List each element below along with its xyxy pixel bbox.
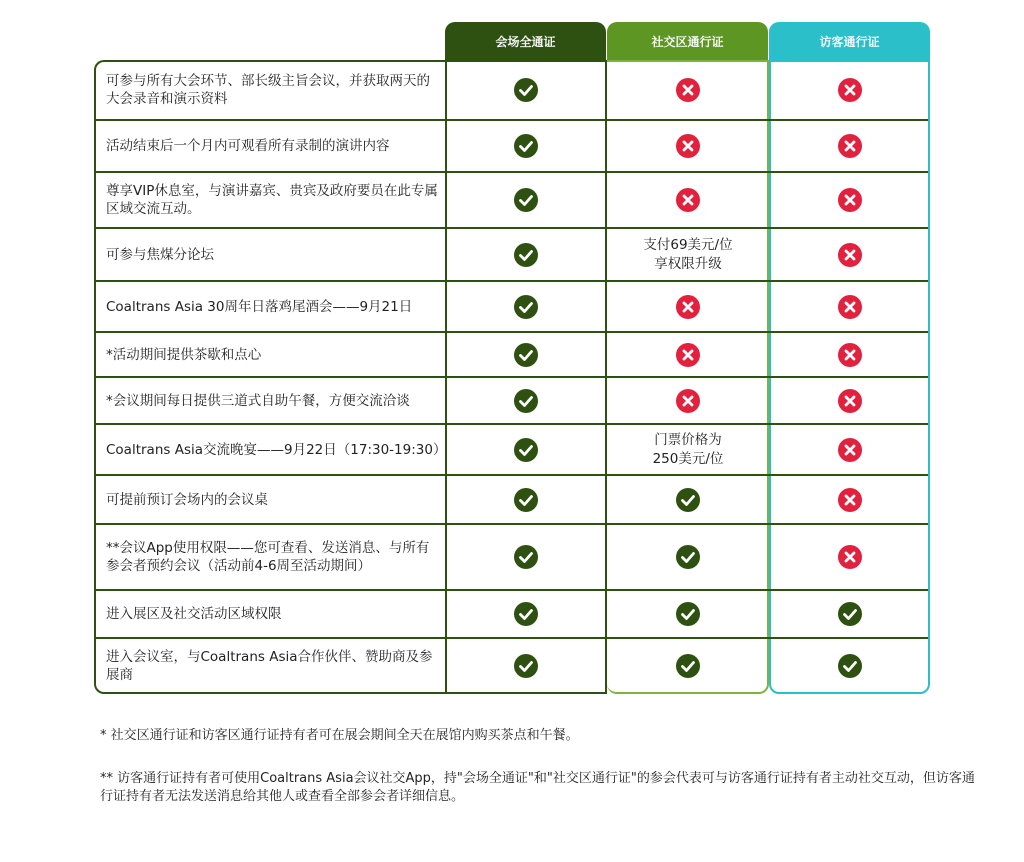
feature-label: Coaltrans Asia 30周年日落鸡尾酒会——9月21日	[106, 298, 413, 315]
check-circle-icon	[514, 134, 538, 158]
header-social-pass	[607, 22, 768, 60]
included-cell	[607, 638, 769, 694]
not-included-cell	[769, 228, 930, 281]
included-cell	[607, 524, 769, 590]
check-circle-icon	[514, 243, 538, 267]
check-circle-icon	[514, 438, 538, 462]
included-cell	[445, 281, 607, 332]
feature-label: *活动期间提供茶歇和点心	[106, 346, 262, 363]
check-circle-icon	[514, 188, 538, 212]
header-visitor-pass	[769, 22, 930, 60]
not-included-cell	[769, 332, 930, 377]
included-cell	[769, 590, 930, 638]
included-cell	[607, 590, 769, 638]
check-circle-icon	[514, 488, 538, 512]
header-full-pass-label: 会场全通证	[495, 34, 556, 49]
included-cell	[607, 475, 769, 524]
feature-label: 可提前预订会场内的会议桌	[106, 491, 268, 508]
x-circle-icon	[838, 488, 862, 512]
x-circle-icon	[838, 389, 862, 413]
price-note-text: 支付69美元/位 享权限升级	[643, 236, 733, 272]
x-circle-icon	[838, 545, 862, 569]
not-included-cell	[607, 60, 769, 120]
x-circle-icon	[676, 134, 700, 158]
not-included-cell	[769, 60, 930, 120]
included-cell	[445, 332, 607, 377]
included-cell	[445, 638, 607, 694]
header-visitor-pass-label: 访客通行证	[819, 34, 880, 49]
price-note-cell	[607, 228, 769, 281]
not-included-cell	[769, 172, 930, 228]
included-cell	[445, 524, 607, 590]
check-circle-icon	[676, 488, 700, 512]
included-cell	[445, 120, 607, 172]
check-circle-icon	[514, 654, 538, 678]
price-note-cell	[607, 424, 769, 475]
footnote-2: ** 访客通行证持有者可使用Coaltrans Asia会议社交App，持"会场全通证"和"社交区通行证"的参会代表可与访客通行证持有者主动社交互动，但访客通行证持有者无法发送消息给其他人或查看全部参会者详细信息。	[100, 771, 975, 804]
included-cell	[445, 228, 607, 281]
feature-label: 尊享VIP休息室，与演讲嘉宾、贵宾及政府要员在此专属区域交流互动。	[106, 183, 438, 217]
x-circle-icon	[838, 343, 862, 367]
feature-label: 活动结束后一个月内可观看所有录制的演讲内容	[106, 138, 390, 154]
check-circle-icon	[514, 545, 538, 569]
not-included-cell	[769, 377, 930, 424]
check-circle-icon	[514, 389, 538, 413]
feature-label: *会议期间每日提供三道式自助午餐，方便交流洽谈	[106, 392, 410, 409]
feature-label: Coaltrans Asia交流晚宴——9月22日（17:30-19:30）	[106, 441, 447, 458]
not-included-cell	[769, 475, 930, 524]
included-cell	[445, 424, 607, 475]
x-circle-icon	[838, 78, 862, 102]
check-circle-icon	[676, 654, 700, 678]
footnote-1: * 社交区通行证和访客区通行证持有者可在展会期间全天在展馆内购买茶点和午餐。	[100, 728, 579, 743]
check-circle-icon	[514, 78, 538, 102]
check-circle-icon	[514, 343, 538, 367]
feature-label: 进入会议室，与Coaltrans Asia合作伙伴、赞助商及参展商	[106, 649, 433, 683]
check-circle-icon	[838, 602, 862, 626]
x-circle-icon	[838, 295, 862, 319]
check-circle-icon	[514, 602, 538, 626]
x-circle-icon	[838, 438, 862, 462]
feature-label: 可参与焦煤分论坛	[106, 246, 214, 263]
included-cell	[445, 475, 607, 524]
not-included-cell	[607, 377, 769, 424]
not-included-cell	[769, 524, 930, 590]
feature-label: **会议App使用权限——您可查看、发送消息、与所有参会者预约会议（活动前4-6周至活动期间）	[106, 540, 430, 574]
price-note-text: 门票价格为 250美元/位	[652, 431, 724, 467]
not-included-cell	[769, 281, 930, 332]
check-circle-icon	[676, 602, 700, 626]
included-cell	[445, 590, 607, 638]
x-circle-icon	[676, 389, 700, 413]
not-included-cell	[769, 424, 930, 475]
feature-label: 进入展区及社交活动区域权限	[106, 606, 282, 622]
x-circle-icon	[838, 188, 862, 212]
included-cell	[445, 377, 607, 424]
x-circle-icon	[676, 295, 700, 319]
header-social-pass-label: 社交区通行证	[651, 34, 724, 49]
check-circle-icon	[838, 654, 862, 678]
header-full-pass	[445, 22, 606, 60]
included-cell	[445, 60, 607, 120]
x-circle-icon	[676, 78, 700, 102]
feature-label: 可参与所有大会环节、部长级主旨会议，并获取两天的大会录音和演示资料	[106, 73, 430, 107]
x-circle-icon	[676, 343, 700, 367]
not-included-cell	[769, 120, 930, 172]
not-included-cell	[607, 172, 769, 228]
x-circle-icon	[838, 243, 862, 267]
x-circle-icon	[838, 134, 862, 158]
included-cell	[769, 638, 930, 694]
not-included-cell	[607, 281, 769, 332]
included-cell	[445, 172, 607, 228]
check-circle-icon	[514, 295, 538, 319]
not-included-cell	[607, 120, 769, 172]
not-included-cell	[607, 332, 769, 377]
x-circle-icon	[676, 188, 700, 212]
check-circle-icon	[676, 545, 700, 569]
